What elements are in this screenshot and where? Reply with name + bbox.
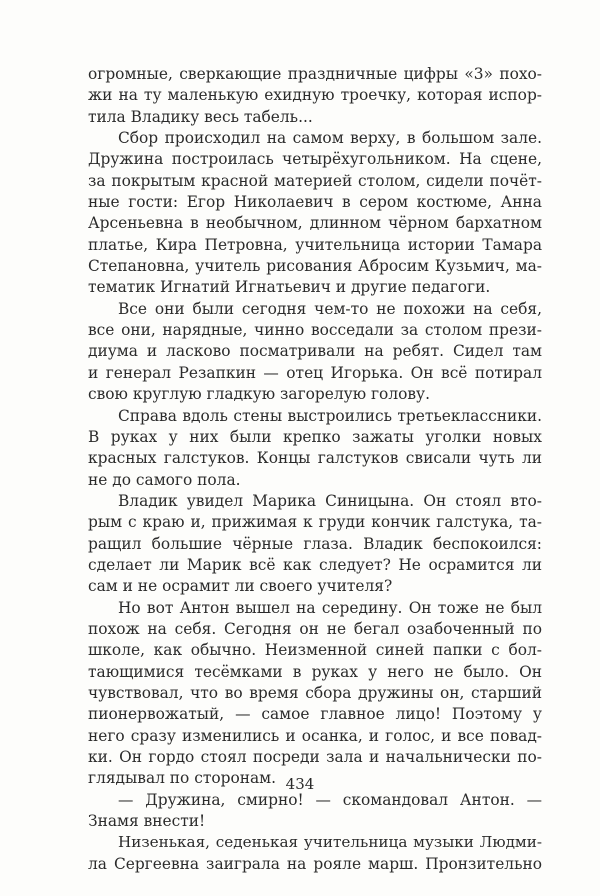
text-line: тающимися тесёмками в руках у него не было. Он (88, 662, 542, 681)
text-line: ращил большие чёрные глаза. Владик беспокоился: (88, 534, 542, 553)
text-line: Справа вдоль стены выстроились третьеклассники. (118, 406, 542, 425)
text-line: красных галстуков. Концы галстуков свисали чуть ли (88, 449, 542, 468)
text-line: ки. Он гордо стоял посреди зала и начальнически по- (88, 748, 542, 766)
text-line: огромные, сверкающие праздничные цифры «3» похо- (88, 65, 542, 83)
text-line: все они, нарядные, чинно восседали за столом прези- (88, 321, 542, 340)
text-line: жи на ту маленькую ехидную троечку, которая испор- (88, 86, 542, 105)
text-line: — Дружина, смирно! — скомандовал Антон. — (118, 790, 542, 809)
text-line: пионервожатый, — самое главное лицо! Поэтому у (88, 705, 542, 724)
text-line: глядывал по сторонам. (88, 769, 277, 788)
text-line: не до самого пола. (88, 470, 241, 489)
text-line: платье, Кира Петровна, учительница истории Тамара (88, 235, 542, 254)
text-line: похож на себя. Сегодня он не бегал озабоченный по (88, 619, 542, 638)
text-line: чувствовал, что во время сбора дружины он, старший (88, 683, 542, 702)
text-line: и генерал Резапкин — отец Игорька. Он всё потирал (88, 363, 542, 382)
text-line: рым с краю и, прижимая к груди кончик галстука, та- (88, 513, 542, 532)
text-line: ла Сергеевна заиграла на рояле марш. Пронзительно (88, 854, 542, 873)
text-line: Дружина построилась четырёхугольником. На сцене, (88, 150, 542, 169)
text-line: тила Владику весь табель... (88, 107, 313, 126)
text-line: Низенькая, седенькая учительница музыки Людми- (118, 833, 542, 852)
text-line: Знамя внести! (88, 812, 206, 831)
text-line: Сбор происходил на самом верху, в большом зале. (118, 129, 542, 148)
text-line: Владик увидел Марика Синицына. Он стоял вто- (118, 491, 542, 510)
text-line: Но вот Антон вышел на середину. Он тоже не был (118, 598, 542, 617)
text-line: него сразу изменились и осанка, и голос, и все повад- (88, 726, 542, 745)
text-line: Все они были сегодня чем-то не похожи на себя, (118, 299, 542, 318)
text-line: сам и не осрамит ли своего учителя? (88, 577, 393, 596)
text-line: В руках у них были крепко зажаты уголки новых (88, 427, 542, 446)
page-number: 434 (285, 775, 315, 793)
text-line: свою круглую гладкую загорелую голову. (88, 385, 430, 404)
text-line: тематик Игнатий Игнатьевич и другие педагоги. (88, 278, 491, 297)
text-line: Арсеньевна в необычном, длинном чёрном бархатном (88, 214, 542, 233)
text-line: Степановна, учитель рисования Абросим Кузьмич, ма- (88, 257, 542, 276)
text-line: за покрытым красной материей столом, сидели почёт- (88, 171, 542, 190)
text-line: диума и ласково посматривали на ребят. Сидел там (88, 342, 542, 361)
text-line: школе, как обычно. Неизменной синей папки с бол- (88, 641, 542, 660)
body-text (88, 64, 542, 875)
text-line: сделает ли Марик всё как следует? Не осрамится ли (88, 555, 542, 574)
text-line: ные гости: Егор Николаевич в сером костюме, Анна (88, 193, 542, 212)
